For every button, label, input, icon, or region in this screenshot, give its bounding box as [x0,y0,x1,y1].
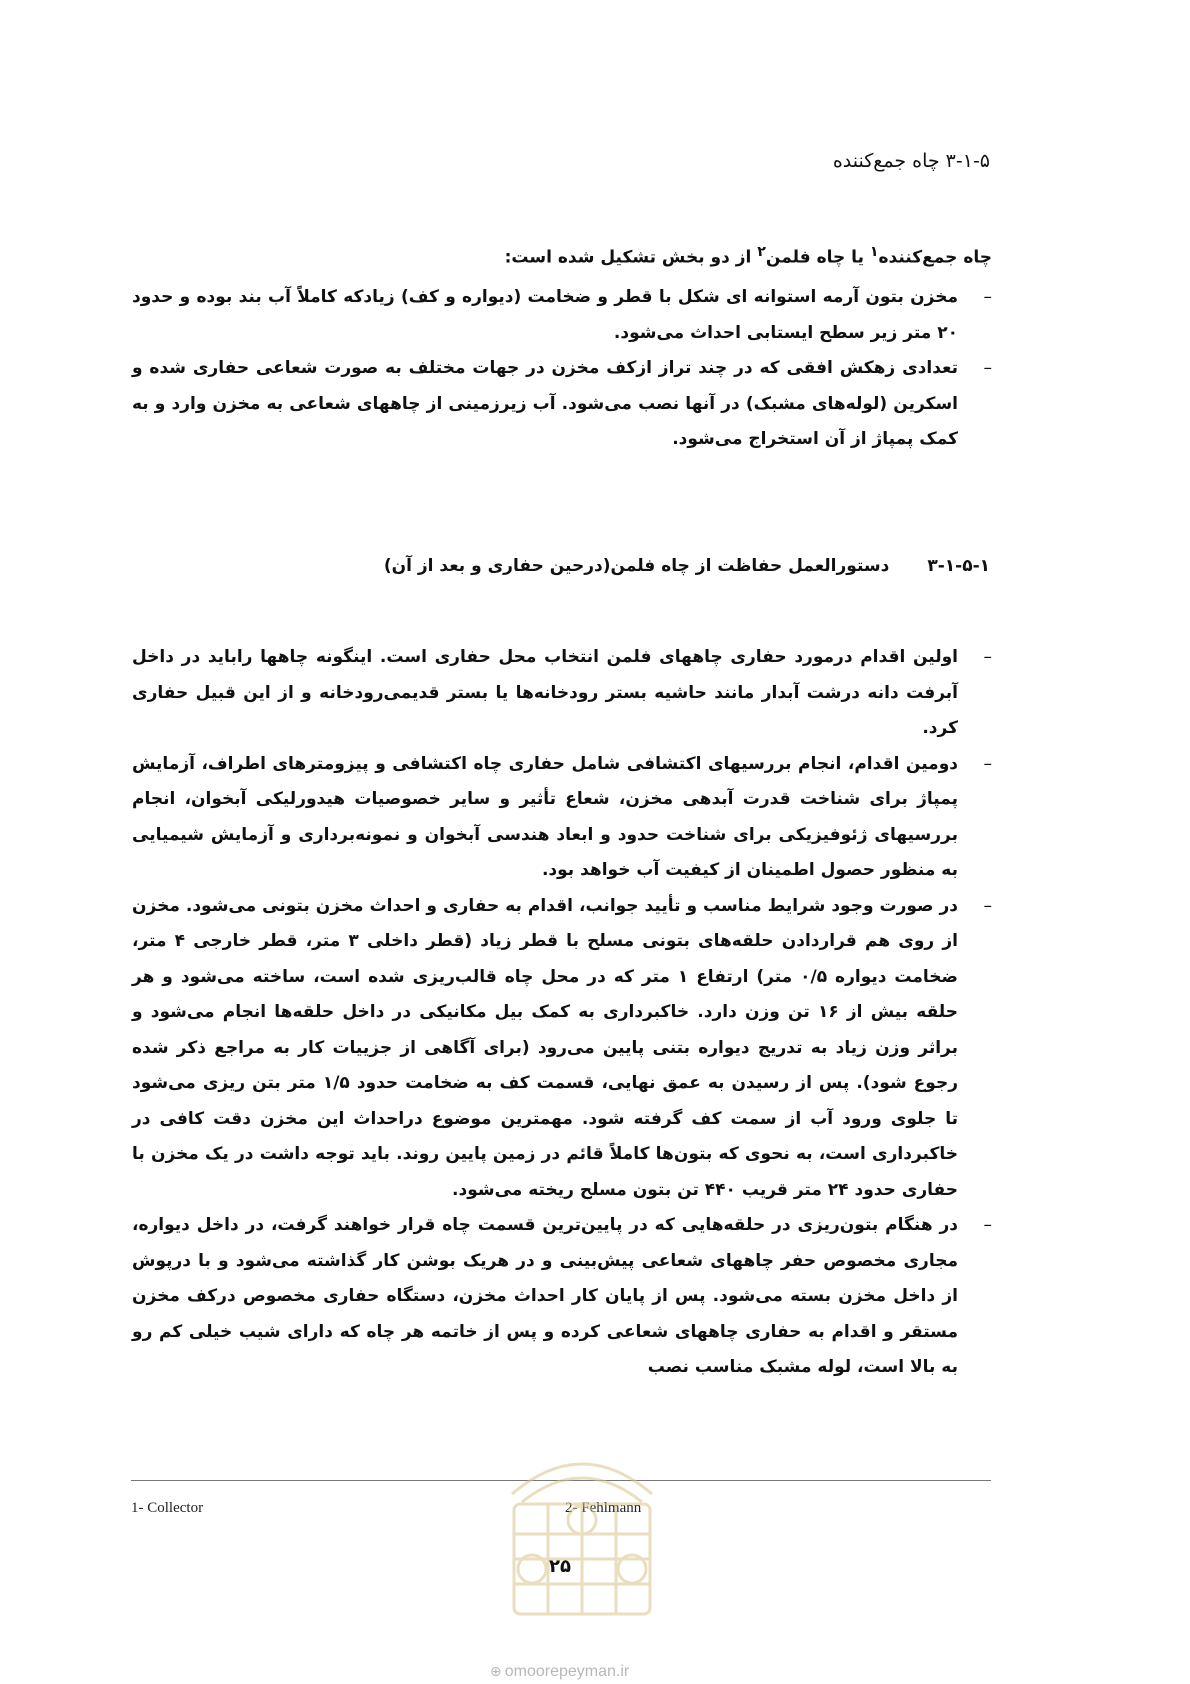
intro-text-end: از دو بخش تشکیل شده است: [504,247,758,268]
section-heading: ۳-۱-۵ چاه جمع‌کننده [832,150,990,172]
subsection-heading [190,556,990,576]
list-marker: – [983,647,992,667]
globe-icon: ⊕ [490,1663,502,1679]
building-seal-icon [492,1424,672,1624]
list-item-text: تعدادی زهکش افقی که در چند تراز ازکف مخزن در جهات مختلف به صورت شعاعی حفاری شده و اسکرین (لوله‌های مشبک) در آنها نصب می‌شود. آب زیرزمینی از چاههای شعاعی به مخزن وارد و به کمک پمپاژ از آن استخراج می‌شود. [132,358,958,449]
footnote-ref-1: ۱ [869,244,879,260]
footnote-2: 2- Fehlmann [565,1500,642,1516]
list-marker: – [983,1215,992,1235]
list-item [132,280,992,351]
page-number: ۲۵ [549,1556,571,1577]
intro-text-mid: یا چاه فلمن [765,247,870,268]
list-item [132,640,992,747]
list-marker: – [983,358,992,378]
subsection-number: ۳-۱-۵-۱ [927,556,990,576]
watermark-site-text: omoorepeyman.ir [504,1663,630,1680]
watermark-site [490,1663,629,1681]
list-marker: – [983,753,992,774]
section-list [132,280,992,458]
intro-text-start: چاه جمع‌کننده [878,247,992,268]
list-item-text: دومین اقدام، انجام بررسیهای اکتشافی شامل حفاری چاه اکتشافی و پیزومترهای اطراف، آزمایش پمپاژ برای شناخت قدرت آبدهی مخزن، شعاع تأثیر و سایر خصوصیات هیدورلیکی آبخوان، انجام بررسیهای ژئوفیزیکی برای شناخت حدود و ابعاد هندسی آبخوان و نمونه‌برداری و آزمایش شیمیایی به منظور حصول اطمینان از کیفیت آب خواهد بود. [132,753,958,880]
footnote-1: 1- Collector [131,1500,204,1516]
list-item [132,889,992,1209]
list-item [132,747,992,889]
section-intro [192,236,992,274]
footnote-ref-2: ۲ [757,244,766,260]
list-item-text: در هنگام بتون‌ریزی در حلقه‌هایی که در پایین‌ترین قسمت چاه قرار خواهند گرفت، در داخل دیواره، مجاری مخصوص حفر چاههای شعاعی پیش‌بینی و در هریک بوشن کار گذاشته می‌شود و با درپوش از داخل مخزن بسته می‌شود. پس از پایان کار احداث مخزن، دستگاه حفاری مخصوص درکف مخزن مستقر و اقدام به حفاری چاههای شعاعی کرده و پس از خاتمه هر چاه که دارای شیب خیلی کم رو به بالا است، لوله مشبک مناسب نصب [132,1215,958,1377]
list-item-text: اولین اقدام درمورد حفاری چاههای فلمن انتخاب محل حفاری است. اینگونه چاهها رابايد در داخل آبرفت دانه درشت آبدار مانند حاشیه بستر رودخانه‌ها یا بستر قدیمی‌رودخانه و از این قبیل حفاری کرد. [132,647,958,738]
list-item-text: در صورت وجود شرایط مناسب و تأیید جوانب، اقدام به حفاری و احداث مخزن بتونی می‌شود. مخزن از روی هم قراردادن حلقه‌های بتونی مسلح با قطر زیاد (قطر داخلی ۳ متر، قطر خارجی ۴ متر، ضخامت دیواره ۰/۵ متر) ارتفاع ۱ متر که در محل چاه قالب‌ریزی شده است، ساخته می‌شود و هر حلقه بیش از ۱۶ تن وزن دارد. خاکبرداری به کمک بیل مکانیکی در داخل حلقه‌ها انجام می‌شود و براثر وزن زیاد به تدریج دیواره بتنی پایین می‌رود (برای آگاهی از جزییات کار به مراجع ذکر شده رجوع شود). پس از رسیدن به عمق نهایی، قسمت کف به ضخامت حدود ۱/۵ متر بتن ریزی می‌شود تا جلوی ورود آب از سمت کف گرفته شود. مهمترین موضوع دراحداث این مخزن دقت کافی در خاکبرداری است، به نحوی که بتون‌ها کاملاً قائم در زمین پایین روند. باید توجه داشت در یک مخزن با حفاری حدود ۲۴ متر قریب ۴۴۰ تن بتون مسلح ریخته می‌شود. [132,895,958,1200]
list-marker: – [983,895,992,916]
list-item [132,1208,992,1386]
list-item [132,351,992,458]
list-marker: – [983,287,992,307]
list-item-text: مخزن بتون آرمه استوانه ای شکل با قطر و ضخامت (دیواره و کف) زیادکه کاملاً آب بند بوده و حدود ۲۰ متر زیر سطح ایستابی احداث می‌شود. [132,287,958,343]
subsection-list [132,640,992,1386]
subsection-title: دستورالعمل حفاظت از چاه فلمن(درحین حفاری و بعد از آن) [383,556,890,576]
